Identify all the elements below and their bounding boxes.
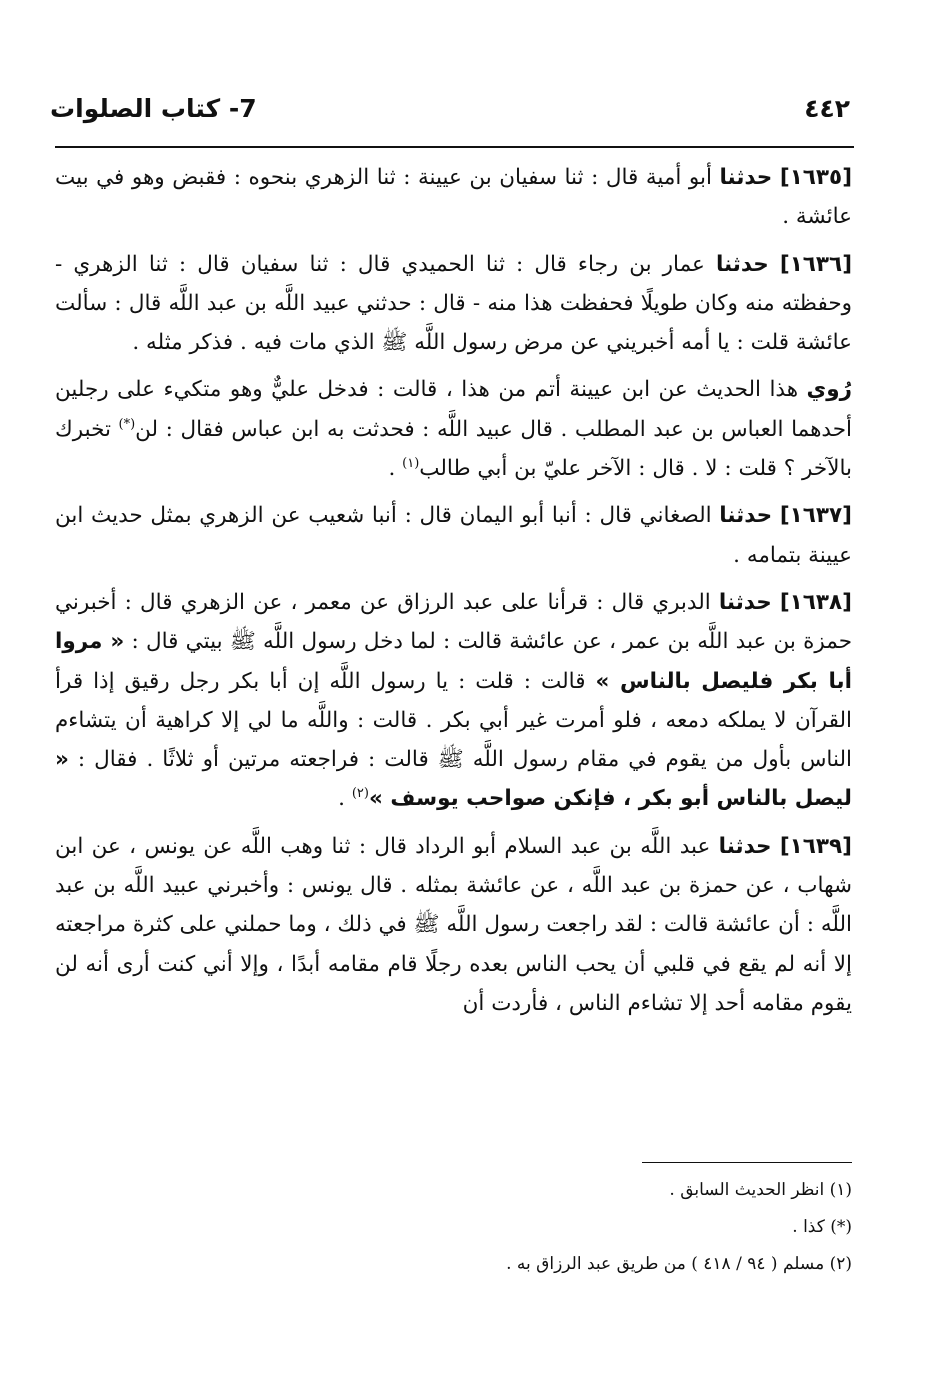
hadith-keyword: حدثنا bbox=[715, 251, 769, 277]
hadith-1638 bbox=[55, 583, 852, 819]
footnote-rule bbox=[642, 1162, 852, 1163]
hadith-text: الدبري قال : قرأنا على عبد الرزاق عن معمر ، عن الزهري قال : أخبرني حمزة بن عبد اللَّه بن عمر ، عن عائشة قالت : لما دخل رسول اللَّه ﷺ بيتي قال : bbox=[55, 589, 852, 655]
page-header bbox=[50, 86, 850, 130]
footnote-ref-star[interactable]: (*) bbox=[118, 416, 136, 432]
hadith-keyword: حدثنا bbox=[719, 503, 773, 529]
hadith-number: [١٦٣٥] bbox=[779, 165, 853, 190]
footnotes bbox=[55, 1172, 852, 1283]
hadith-number: [١٦٣٧] bbox=[779, 503, 852, 529]
footnote-2: (٢) مسلم ( ٩٤ / ٤١٨ ) من طريق عبد الرزاق به . bbox=[506, 1254, 852, 1274]
hadith-1639 bbox=[55, 827, 852, 1023]
hadith-number: [١٦٣٨] bbox=[779, 589, 852, 615]
hadith-text: الصغاني قال : أنبا أبو اليمان قال : أنبا شعيب عن الزهري بمثل حديث ابن عيينة بتمامه . bbox=[55, 503, 852, 568]
hadith-keyword: حدثنا bbox=[718, 833, 772, 859]
header-rule bbox=[55, 146, 854, 148]
chapter-title: 7- كتاب الصلوات bbox=[50, 93, 257, 123]
hadith-number: [١٦٣٩] bbox=[779, 833, 852, 859]
prophetic-quote-2: « ليصل بالناس أبو بكر ، فإنكن صواحب يوسف » bbox=[55, 747, 852, 812]
hadith-text: أبو أمية قال : ثنا سفيان بن عيينة : ثنا الزهري بنحوه : فقبض وهو في بيت عائشة . bbox=[55, 165, 852, 230]
narration-note bbox=[55, 370, 852, 488]
hadith-keyword: حدثنا bbox=[719, 165, 773, 190]
hadith-1635 bbox=[55, 158, 852, 237]
hadith-keyword: حدثنا bbox=[718, 589, 772, 615]
narration-text-2: تخبرك بالآخر ؟ قلت : لا . قال : الآخر عليّ بن أبي طالب bbox=[55, 416, 852, 482]
footnote-ref-1[interactable]: (١) bbox=[402, 455, 420, 471]
prophetic-quote: « مروا أبا بكر فليصل بالناس » bbox=[55, 629, 853, 694]
hadith-text: عمار بن رجاء قال : ثنا الحميدي قال : ثنا سفيان قال : ثنا الزهري - وحفظته منه وكان طويلًا فحفظت هذا منه - قال : حدثني عبيد اللَّه بن عبد اللَّه قال : سألت عائشة قلت : يا أمه أخبريني عن مرض رسول اللَّه ﷺ الذي مات فيه . فذكر مثله . bbox=[55, 251, 852, 356]
hadith-1637 bbox=[55, 496, 852, 575]
narration-text-3: . bbox=[388, 456, 403, 482]
footnote-1: (١) انظر الحديث السابق . bbox=[669, 1180, 852, 1200]
hadith-text-3: . bbox=[338, 786, 352, 812]
footnote-ref-2[interactable]: (٢) bbox=[351, 786, 369, 802]
narration-keyword: رُوي bbox=[806, 377, 852, 403]
hadith-number: [١٦٣٦] bbox=[779, 251, 853, 277]
hadith-text: عبد اللَّه بن عبد السلام أبو الرداد قال : ثنا وهب اللَّه عن يونس ، عن ابن شهاب ، عن حمزة بن عبد اللَّه ، عن عائشة بمثله . قال يونس : وأخبرني عبيد اللَّه بن عبد اللَّه : أن عائشة قالت : لقد راجعت رسول اللَّه ﷺ في ذلك ، وما حملني على كثرة مراجعته إلا أنه لم يقع في قلبي أن يحب الناس بعده رجلًا قام مقامه أبدًا ، وإلا أني كنت أرى أنه لن يقوم مقامه أحد إلا تشاءم الناس ، فأردت أن bbox=[55, 833, 852, 1016]
narration-text: هذا الحديث عن ابن عيينة أتم من هذا ، قالت : فدخل عليٌّ وهو متكيء على رجلين أحدهما العباس بن عبد المطلب . قال عبيد اللَّه : فحدثت به ابن عباس فقال : لن bbox=[55, 377, 852, 442]
hadith-1636 bbox=[55, 245, 852, 363]
main-text bbox=[55, 158, 852, 1031]
page-number: ٤٤٢ bbox=[804, 93, 850, 123]
footnote-star: (*) كذا . bbox=[792, 1217, 852, 1237]
hadith-text-2: قالت : قلت : يا رسول اللَّه إن أبا بكر رجل رقيق إذا قرأ القرآن لا يملكه دمعه ، فلو أمرت غير أبي بكر . قالت : واللَّه ما لي إلا كراهية أن يتشاءم الناس بأول من يقوم في مقام رسول اللَّه ﷺ قالت : فراجعته مرتين أو ثلاثًا . فقال : bbox=[55, 668, 852, 773]
